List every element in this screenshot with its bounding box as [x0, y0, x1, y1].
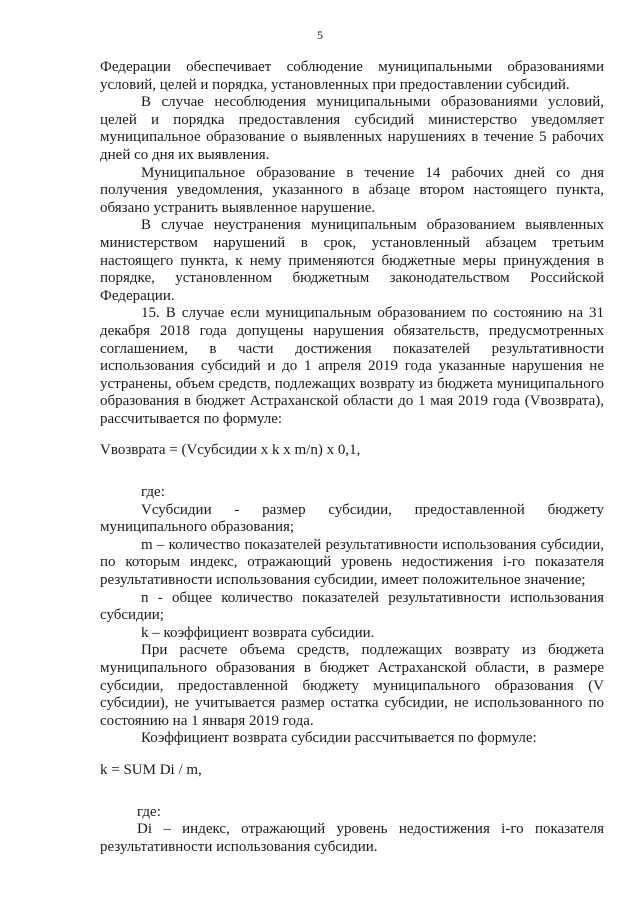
document-body [100, 59, 604, 856]
definition-m: m – количество показателей результативности использования субсидии, по которым индекс, отражающий уровень недостижения i-го показателя результативности использования субсидии, имеет положительное значение; [100, 536, 604, 589]
where-label-2: где: [137, 803, 161, 820]
paragraph-coefficient-intro: Коэффициент возврата субсидии рассчитывается по формуле: [141, 730, 537, 747]
formula-coefficient: k = SUM Di / m, [100, 761, 202, 778]
definition-n: n - общее количество показателей результативности использования субсидии; [100, 589, 604, 624]
definition-di: Di – индекс, отражающий уровень недостижения i-го показателя результативности использования субсидии. [100, 821, 604, 855]
paragraph-item-15: 15. В случае если муниципальным образованием по состоянию на 31 декабря 2018 года допущены нарушения обязательств, предусмотренных соглашением, в части достижения показателей результативности использования субсидий и до 1 апреля 2019 года указанные нарушения не устранены, объем средств, подлежащих возврату из бюджета муниципального образования в бюджет Астраханской области до 1 мая 2019 года (Vвозврата), рассчитывается по формуле: [100, 305, 604, 427]
formula-refund-volume: Vвозврата = (Vсубсидии x k x m/n) x 0,1, [100, 442, 361, 459]
paragraph-elimination-term: Муниципальное образование в течение 14 рабочих дней со дня получения уведомления, указанного в абзаце втором настоящего пункта, обязано устранить выявленное нарушение. [100, 164, 604, 216]
paragraph-calculation-note: При расчете объема средств, подлежащих возврату из бюджета муниципального образования в бюджет Астраханской области, в размере субсидии, предоставленной бюджету муниципального образования (V субсидии), не учитывается размер остатка субсидии, не использованного по состоянию на 1 января 2019 года. [100, 642, 604, 729]
where-label: где: [141, 484, 165, 501]
paragraph-enforcement-measures: В случае неустранения муниципальным образованием выявленных министерством нарушений в срок, установленный абзацем третьим настоящего пункта, к нему применяются бюджетные меры принуждения в порядке, установленном бюджетным законодательством Российской Федерации. [100, 217, 604, 304]
page-number: 5 [317, 28, 323, 42]
definition-v-subsidy: Vсубсидии - размер субсидии, предоставленной бюджету муниципального образования; [100, 501, 604, 536]
definition-k: k – коэффициент возврата субсидии. [141, 624, 375, 641]
paragraph-violation-notice: В случае несоблюдения муниципальными образованиями условий, целей и порядка предоставления субсидий министерство уведомляет муниципальное образование о выявленных нарушениях в течение 5 рабочих дней со дня их выявления. [100, 94, 604, 163]
paragraph-continuation: Федерации обеспечивает соблюдение муниципальными образованиями условий, целей и порядка, установленных при предоставлении субсидий. [100, 59, 604, 93]
